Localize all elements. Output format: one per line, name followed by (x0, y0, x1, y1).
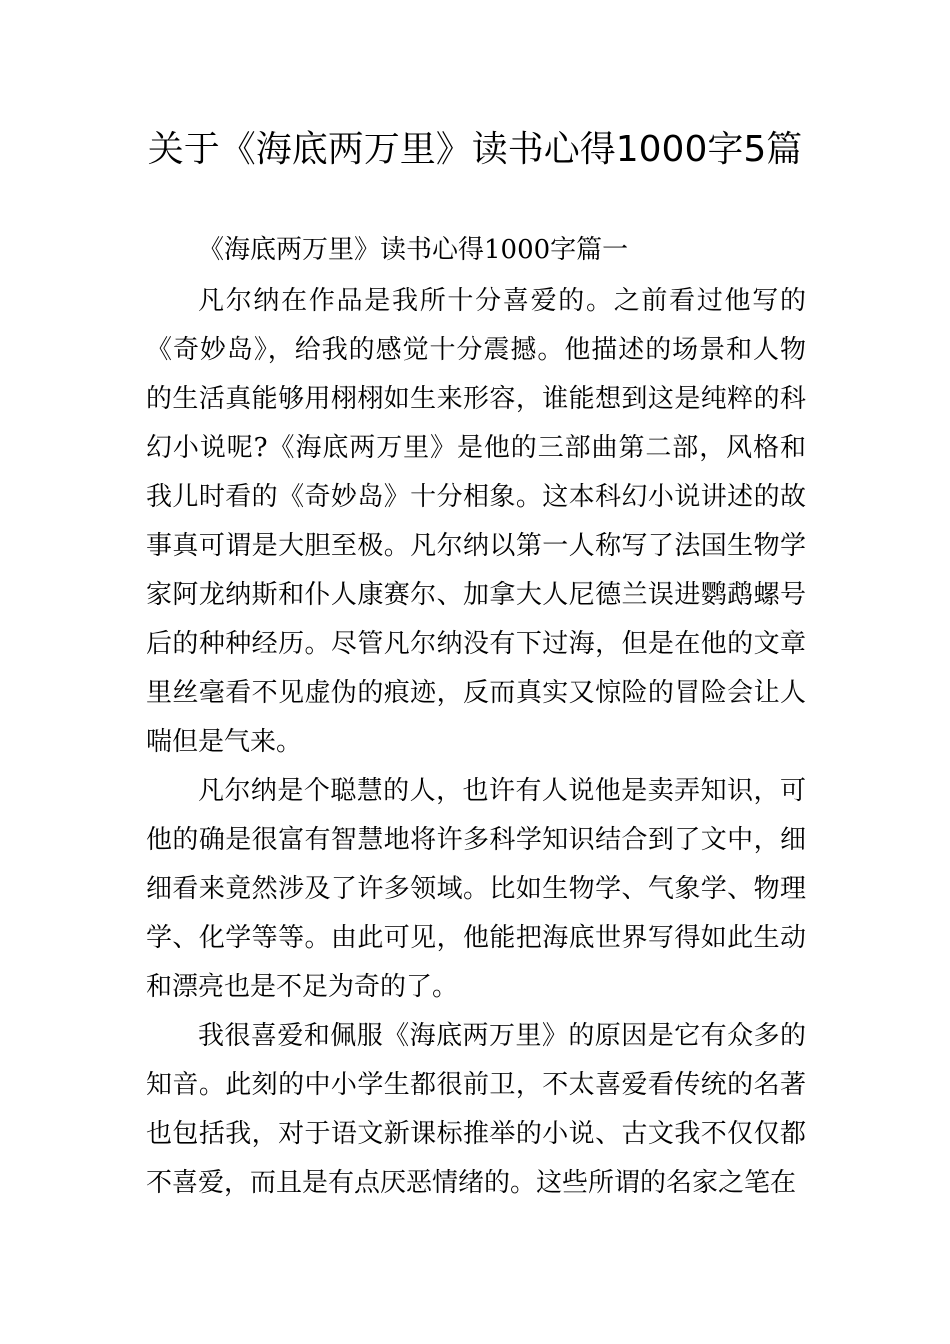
section-heading: 《海底两万里》读书心得1000字篇一 (198, 235, 629, 265)
paragraph-2: 凡尔纳是个聪慧的人，也许有人说他是卖弄知识，可他的确是很富有智慧地将许多科学知识结合到了文中，细细看来竟然涉及了许多领域。比如生物学、气象学、物理学、化学等等。由此可见，他能把海底世界写得如此生动和漂亮也是不足为奇的了。 (146, 776, 806, 1002)
paragraph-3: 我很喜爱和佩服《海底两万里》的原因是它有众多的知音。此刻的中小学生都很前卫，不太喜爱看传统的名著也包括我，对于语文新课标推举的小说、古文我不仅仅都不喜爱，而且是有点厌恶情绪的。这些所谓的名家之笔在 (146, 1021, 806, 1198)
document-body (146, 226, 806, 1208)
paragraph-1: 凡尔纳在作品是我所十分喜爱的。之前看过他写的《奇妙岛》，给我的感觉十分震撼。他描述的场景和人物的生活真能够用栩栩如生来形容，谁能想到这是纯粹的科幻小说呢?《海底两万里》是他的三部曲第二部，风格和我儿时看的《奇妙岛》十分相象。这本科幻小说讲述的故事真可谓是大胆至极。凡尔纳以第一人称写了法国生物学家阿龙纳斯和仆人康赛尔、加拿大人尼德兰误进鹦鹉螺号后的种种经历。尽管凡尔纳没有下过海，但是在他的文章里丝毫看不见虚伪的痕迹，反而真实又惊险的冒险会让人喘但是气来。 (146, 286, 806, 757)
document-title: 关于《海底两万里》读书心得1000字5篇 (147, 129, 803, 170)
